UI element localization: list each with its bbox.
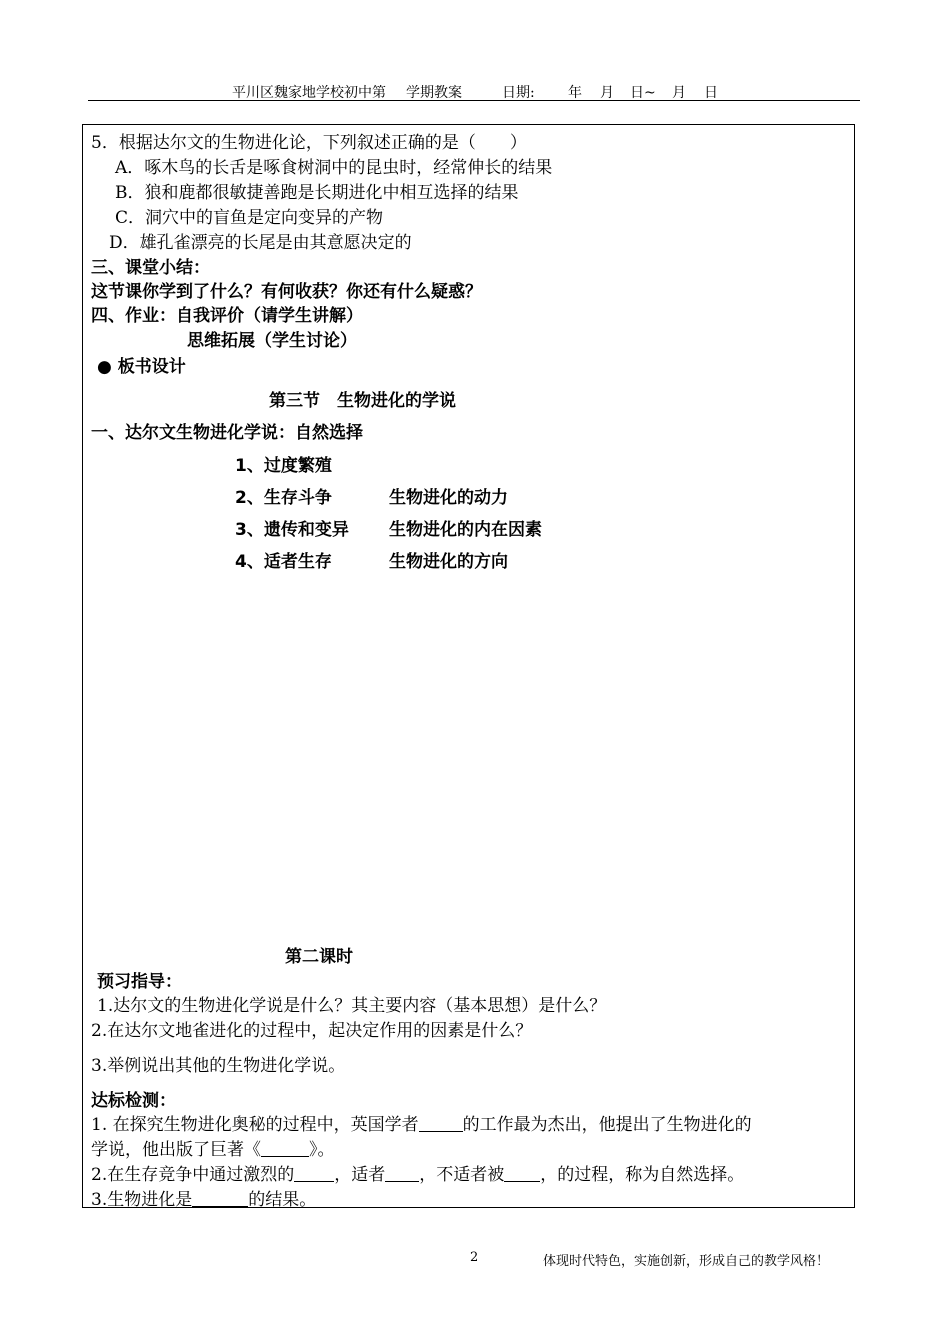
q5-option-d: D．雄孔雀漂亮的长尾是由其意愿决定的	[109, 233, 412, 253]
q2-blank-2[interactable]	[385, 1165, 419, 1182]
summary-question: 这节课你学到了什么？有何收获？你还有什么疑惑？	[91, 282, 482, 302]
board-item-3-note: 生物进化的内在因素	[389, 520, 542, 540]
q1-text-1: 1. 在探究生物进化奥秘的过程中，英国学者	[91, 1115, 419, 1135]
q2-text-1: 2.在生存竞争中通过激烈的	[91, 1165, 295, 1185]
q2-text-4: ，的过程，称为自然选择。	[540, 1165, 745, 1185]
q2-text-2: ，适者	[334, 1165, 386, 1185]
q1-blank-2[interactable]	[261, 1140, 309, 1157]
q3-text-2: 的结果。	[248, 1190, 317, 1210]
board-item-2-label: 2、生存斗争	[235, 488, 332, 508]
q2-text-3: ，不适者被	[419, 1165, 505, 1185]
summary-title: 三、课堂小结：	[91, 258, 210, 278]
lesson2-title: 第二课时	[285, 947, 353, 967]
preview-item-3: 3.举例说出其他的生物进化学说。	[91, 1056, 346, 1076]
header-day1: 日~	[630, 85, 656, 101]
board-item-1-label: 1、过度繁殖	[235, 456, 332, 476]
homework-title: 四、作业：自我评价（请学生讲解）	[91, 306, 363, 326]
q3-blank-1[interactable]	[192, 1190, 248, 1207]
footer-motto: 体现时代特色，实施创新，形成自己的教学风格！	[543, 1254, 830, 1269]
q5-option-a: A．啄木鸟的长舌是啄食树洞中的昆虫时，经常伸长的结果	[115, 158, 553, 178]
test-question-1-line2	[91, 1135, 335, 1160]
board-heading: 板书设计	[117, 357, 186, 377]
header-month1: 月	[600, 85, 614, 101]
homework-extra: 思维拓展（学生讨论）	[187, 331, 357, 351]
q2-blank-1[interactable]	[294, 1165, 334, 1182]
q3-text-1: 3.生物进化是	[91, 1190, 193, 1210]
header-month2: 月	[672, 85, 686, 101]
board-item-4-note: 生物进化的方向	[389, 552, 508, 572]
test-question-2	[91, 1160, 744, 1185]
q5-option-c: C．洞穴中的盲鱼是定向变异的产物	[115, 208, 384, 228]
board-item-3-label: 3、遗传和变异	[235, 520, 349, 540]
page-number: 2	[470, 1250, 479, 1265]
test-question-3	[91, 1185, 316, 1210]
q1-text-3: 学说，他出版了巨著《	[91, 1140, 261, 1160]
header-term: 学期教案	[406, 85, 462, 101]
q5-stem: 5．根据达尔文的生物进化论，下列叙述正确的是（ ）	[91, 133, 527, 153]
test-question-1	[91, 1110, 752, 1135]
page-header	[88, 80, 860, 101]
q2-blank-3[interactable]	[504, 1165, 540, 1182]
board-item-2-note: 生物进化的动力	[389, 488, 508, 508]
header-year: 年	[568, 85, 582, 101]
test-title: 达标检测：	[91, 1091, 176, 1111]
preview-title: 预习指导：	[97, 972, 182, 992]
bullet-icon: ●	[97, 357, 112, 377]
board-theory: 一、达尔文生物进化学说：自然选择	[91, 423, 363, 443]
q5-option-b: B．狼和鹿都很敏捷善跑是长期进化中相互选择的结果	[115, 183, 519, 203]
header-day2: 日	[704, 85, 718, 101]
board-section-title: 第三节 生物进化的学说	[269, 391, 456, 411]
content-box	[82, 124, 855, 1208]
preview-item-2: 2.在达尔文地雀进化的过程中，起决定作用的因素是什么？	[91, 1021, 533, 1041]
q1-text-4: 》。	[309, 1140, 335, 1160]
board-heading-row	[97, 352, 186, 377]
header-school: 平川区魏家地学校初中第	[232, 85, 386, 101]
q1-text-2: 的工作最为杰出，他提出了生物进化的	[462, 1115, 752, 1135]
preview-item-1: 1.达尔文的生物进化学说是什么？其主要内容（基本思想）是什么？	[97, 996, 607, 1016]
header-date-label: 日期:	[502, 85, 535, 101]
q1-blank-1[interactable]	[419, 1115, 463, 1132]
board-item-4-label: 4、适者生存	[235, 552, 332, 572]
